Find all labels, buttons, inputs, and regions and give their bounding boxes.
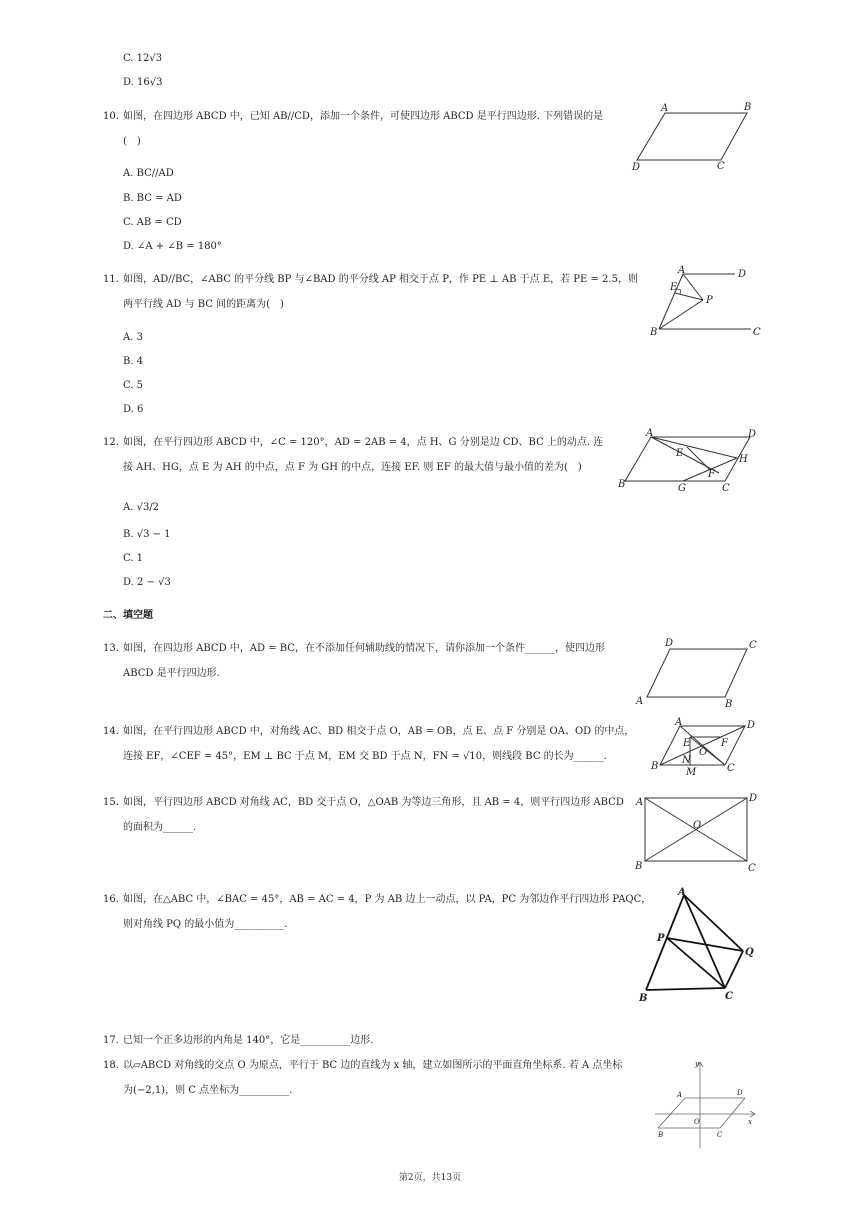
label-d: D (738, 269, 747, 280)
option-a: A. √3/2 (123, 502, 160, 513)
label-m: M (686, 767, 697, 778)
label-a: A (678, 265, 686, 276)
question-text: 以▱ABCD 对角线的交点 O 为原点，平行于 BC 边的直线为 x 轴，建立如图所示的平面直角坐标系. 若 A 点坐标 (123, 1060, 623, 1071)
option-b: B. 4 (123, 356, 144, 367)
label-d: D (665, 638, 674, 649)
label-d: D (749, 793, 758, 804)
option-d: D. 2 − √3 (123, 577, 171, 588)
quadrilateral-figure (625, 633, 765, 713)
label-b: B (744, 102, 752, 113)
label-c: C (717, 161, 725, 172)
question-text: 接 AH、HG，点 E 为 AH 的中点，点 F 为 GH 的中点，连接 EF. 则 EF 的最大值与最小值的差为( ) (123, 462, 582, 473)
question-text: 如图，在四边形 ABCD 中，已知 AB//CD，添加一个条件，可使四边形 ABCD 是平行四边形. 下列错误的是 (123, 111, 604, 122)
question-text: 如图，在△ABC 中，∠BAC = 45°，AB = AC = 4，P 为 AB 边上一动点，以 PA，PC 为邻边作平行四边形 PAQC， (123, 894, 652, 905)
label-a: A (678, 887, 686, 898)
label-c: C (749, 640, 757, 651)
label-f: F (708, 469, 715, 480)
label-d: D (747, 720, 756, 731)
option-c: C. 12√3 (123, 53, 163, 64)
label-c: C (753, 327, 761, 338)
question-text: 如图，在平行四边形 ABCD 中，∠C = 120°，AD = 2AB = 4，点 H、G 分别是边 CD、BC 上的动点. 连 (123, 437, 604, 448)
label-h: H (739, 454, 748, 465)
parallel-lines-figure (645, 265, 770, 340)
question-text: 两平行线 AD 与 BC 间的距离为( ) (123, 299, 284, 310)
label-a: A (636, 696, 644, 707)
question-number: 18. (103, 1060, 119, 1071)
parallelogram-figure (625, 98, 760, 173)
label-n: N (682, 755, 691, 766)
label-d: D (737, 1089, 743, 1097)
question-text: ABCD 是平行四边形. (123, 668, 220, 679)
label-g: G (678, 483, 686, 494)
option-a: A. 3 (123, 332, 143, 343)
question-text: 如图，平行四边形 ABCD 对角线 AC，BD 交于点 O，△OAB 为等边三角形，且 AB = 4，则平行四边形 ABCD (123, 797, 624, 808)
label-b: B (650, 327, 658, 338)
question-text: 连接 EF，∠CEF = 45°，EM ⊥ BC 于点 M，EM 交 BD 于点 N，FN = √10，则线段 BC 的长为______. (123, 751, 607, 762)
label-c: C (727, 763, 735, 774)
label-a: A (675, 717, 683, 728)
question-text: 如图，AD//BC，∠ABC 的平分线 BP 与∠BAD 的平分线 AP 相交于点 P，作 PE ⊥ AB 于点 E，若 PE = 2.5，则 (123, 274, 638, 285)
label-y: y (695, 1060, 699, 1068)
label-c: C (725, 991, 733, 1002)
label-c: C (748, 863, 756, 873)
option-d: D. 6 (123, 404, 144, 415)
question-text: 如图，在平行四边形 ABCD 中，对角线 AC、BD 相交于点 O，AB = OB，点 E、点 F 分别是 OA、OD 的中点， (123, 726, 635, 737)
question-number: 16. (103, 894, 119, 905)
label-a: A (636, 797, 644, 808)
label-b: B (725, 699, 733, 710)
label-o: O (694, 1118, 700, 1126)
label-p: P (657, 933, 665, 944)
label-o: O (693, 820, 702, 831)
option-b: B. BC = AD (123, 193, 182, 204)
question-text: 为(−2,1)，则 C 点坐标为__________. (123, 1085, 293, 1096)
option-c: C. 1 (123, 553, 144, 564)
coordinate-figure (650, 1058, 760, 1153)
option-c: C. AB = CD (123, 217, 182, 228)
parallelogram-midpoint-figure (615, 425, 765, 495)
question-text: ( ) (123, 136, 141, 147)
label-o: O (699, 747, 708, 758)
label-d: D (748, 429, 757, 440)
option-c: C. 5 (123, 380, 144, 391)
label-x: x (748, 1118, 752, 1126)
label-b: B (658, 1131, 664, 1139)
label-a: A (677, 1091, 683, 1099)
parallelogram-diagonals-figure (645, 713, 765, 778)
label-b: B (651, 761, 659, 772)
label-b: B (635, 861, 643, 872)
page-footer: 第2页，共13页 (398, 1173, 462, 1183)
triangle-parallelogram-figure (630, 883, 760, 1008)
label-e: E (683, 738, 691, 749)
question-text: 已知一个正多边形的内角是 140°，它是__________边形. (123, 1035, 374, 1046)
option-a: A. BC//AD (123, 168, 174, 179)
question-text: 的面积为______. (123, 822, 197, 833)
label-c: C (722, 483, 730, 494)
label-p: P (706, 295, 713, 306)
label-a: A (661, 103, 669, 114)
option-d: D. 16√3 (123, 77, 163, 88)
question-number: 13. (103, 643, 119, 654)
question-number: 17. (103, 1035, 119, 1046)
question-text: 如图，在四边形 ABCD 中，AD = BC，在不添加任何辅助线的情况下，请你添加一个条件______，使四边形 (123, 643, 605, 654)
label-e: E (676, 448, 684, 459)
question-number: 12. (103, 437, 119, 448)
option-d: D. ∠A + ∠B = 180° (123, 241, 222, 252)
label-a: A (646, 428, 654, 439)
label-f: F (721, 738, 728, 749)
label-d: D (632, 162, 641, 173)
question-number: 11. (103, 274, 119, 285)
question-number: 14. (103, 726, 119, 737)
label-e: E (670, 282, 678, 293)
question-number: 15. (103, 797, 119, 808)
section-title: 二、填空题 (103, 610, 153, 621)
question-number: 10. (103, 111, 119, 122)
question-text: 则对角线 PQ 的最小值为__________. (123, 919, 288, 930)
label-q: Q (745, 947, 754, 958)
label-b: B (618, 479, 626, 490)
label-b: B (639, 993, 648, 1004)
option-b: B. √3 − 1 (123, 529, 171, 540)
rectangle-diagonals-figure (630, 788, 760, 873)
label-c: C (717, 1131, 723, 1139)
